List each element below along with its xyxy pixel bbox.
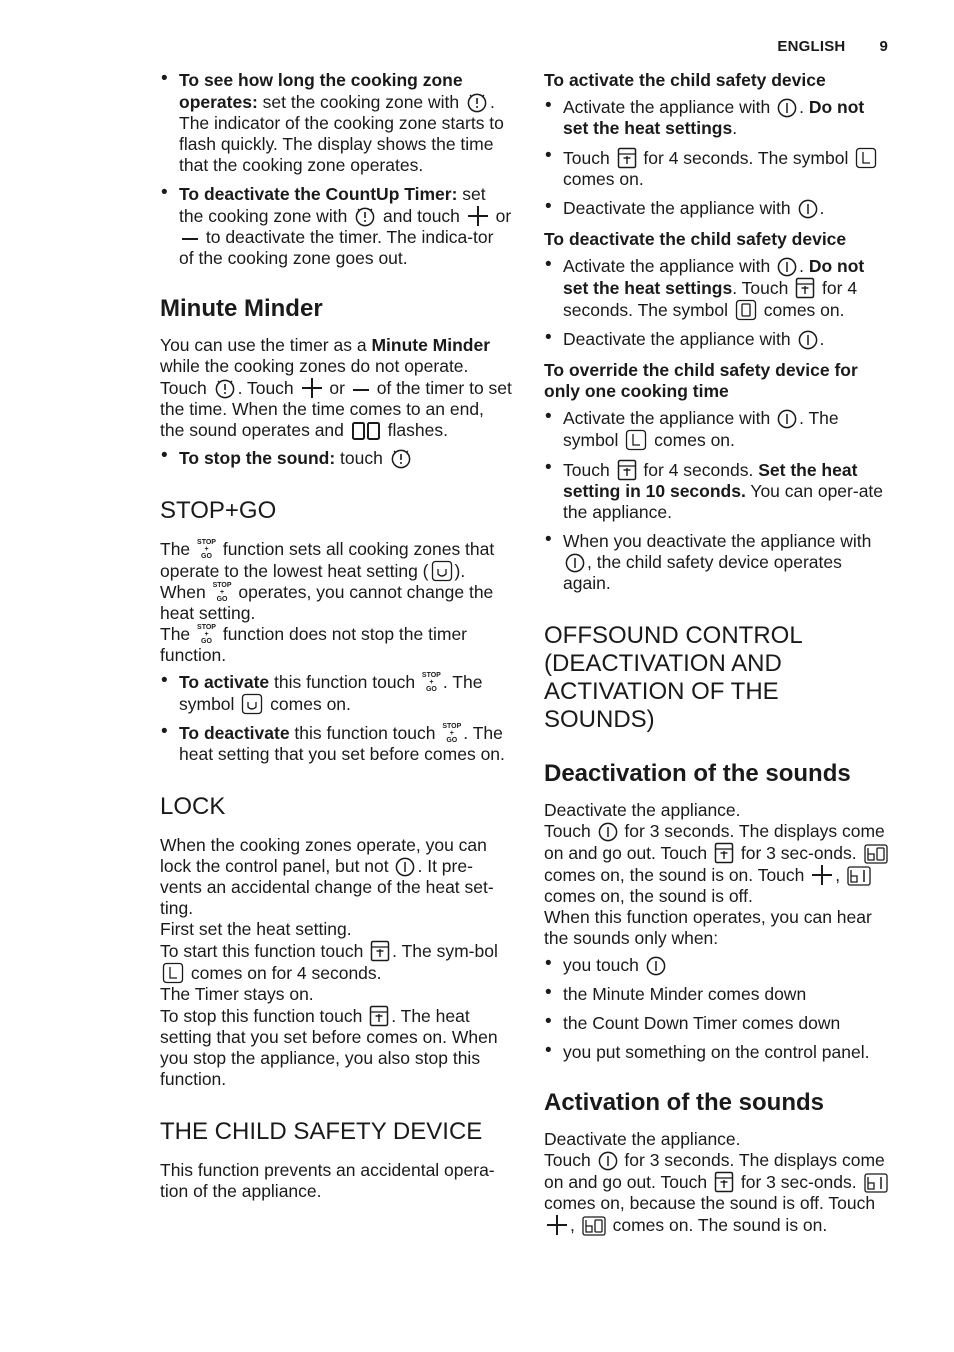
text: for 4 seconds. The symbol [638,148,854,168]
section-title-stop-go: STOP+GO [160,497,277,524]
text: for 4 seconds. [638,460,759,480]
text: Do not set the heat settings [563,256,865,298]
power-icon [777,409,797,429]
list-item [544,408,894,451]
text: Activate the appliance with [563,256,776,276]
b1-display-icon [864,1173,888,1193]
u-symbol-icon [431,560,453,582]
text: . The indicator of the cooking zone starts to flash quickly. The display shows the time that the cooking zone operates. [179,92,504,175]
power-icon [395,857,415,877]
text: Touch [544,1150,596,1170]
paragraph [160,1005,512,1090]
text: function sets all cooking zones that operate to the lowest heat setting ( [160,539,495,581]
stop-go-mid: + [429,679,434,686]
text: comes on, because the sound is off. Touch [544,1193,876,1213]
text: . [819,198,825,218]
text: Touch [563,148,615,168]
right-column [544,70,894,1236]
text: comes on for 4 seconds. [186,963,382,983]
stop-go-top: STOP [197,539,216,546]
stop-go-icon [213,582,232,603]
stop-go-bottom: GO [201,553,212,560]
text: Touch [563,460,615,480]
section-title-minute-minder: Minute Minder [160,295,323,322]
timer-icon [354,205,376,227]
paragraph [160,940,512,984]
text: you touch [563,955,644,975]
subheading-deactivate-child-safety: To deactivate the child safety device [544,229,847,249]
subheading-override-child-safety: To override the child safety device for only one cooking time [544,360,858,401]
u-symbol-icon [241,693,263,715]
language-label: ENGLISH [777,38,846,55]
power-icon [565,553,585,573]
text: or [324,378,350,398]
section-title-deactivation-sounds: Deactivation of the sounds [544,760,851,787]
text: Set the heat setting in 10 seconds. [563,460,858,501]
stop-go-bullets [160,672,512,765]
paragraph [160,539,512,582]
text: , [570,1215,580,1235]
list-item [160,447,512,469]
text: this function touch [289,723,441,743]
stop-go-mid: + [220,589,225,596]
text: To start this function touch [160,941,369,961]
text: Touch [544,821,596,841]
lock-icon [714,1171,734,1193]
lock-icon [795,277,815,299]
list-item [160,723,512,765]
text: Deactivate the appliance with [563,329,796,349]
L-symbol-icon [162,962,184,984]
text: . [799,256,809,276]
text: operates, you cannot change the heat setting. [160,582,494,623]
L-symbol-icon [625,429,647,451]
lock-icon [369,1005,389,1027]
text: for 4 seconds. The symbol [563,278,858,320]
countup-bullets [160,70,512,269]
stop-go-top: STOP [442,723,462,730]
stop-go-bottom: GO [216,596,228,603]
list-item [544,256,894,321]
section-title-activation-sounds: Activation of the sounds [544,1089,825,1116]
text: ). [454,561,466,581]
text: . [819,329,825,349]
lock-icon [370,940,390,962]
power-icon [598,822,618,842]
paragraph [160,624,512,666]
activate-bullets [544,97,894,219]
stop-go-mid: + [204,631,209,638]
text: comes on. [649,430,735,450]
text: Minute Minder [371,335,491,355]
paragraph: Deactivate the appliance. [544,800,741,820]
stop-go-top: STOP [212,582,232,589]
bullet-title: To stop the sound: [179,448,336,468]
timer-icon [214,377,236,399]
list-item [160,184,512,269]
plus-icon [467,205,489,227]
text: comes on, the sound is off. [544,886,753,906]
stop-go-mid: + [449,730,454,737]
timer-icon [466,91,488,113]
stop-go-icon [422,672,441,693]
text: . Touch [237,378,299,398]
stop-go-icon [197,624,216,645]
lock-icon [617,147,637,169]
stop-go-bottom: GO [446,737,458,744]
paragraph: This function prevents an accidental opera-tion of the appliance. [160,1160,495,1201]
text: comes on, the sound is on. Touch [544,865,810,885]
power-icon [646,956,666,976]
text: this function touch [269,672,420,692]
lock-icon [714,842,734,864]
b0-display-icon [582,1216,606,1236]
text: of the timer to set the time. When the time comes to an end, the sound operates and [160,378,512,440]
text: function does not stop the timer function. [160,624,468,665]
text: for 3 seconds. The displays come on and go out. Touch [544,821,885,863]
text: Activate the appliance with [563,408,776,428]
plus-icon [811,864,833,886]
timer-icon [390,447,412,469]
list-item [544,147,894,190]
paragraph: Deactivate the appliance. [544,1129,741,1149]
text: When [160,582,211,602]
paragraph: First set the heat setting. [160,919,352,939]
double-zero-display-icon [351,421,381,441]
text: . [732,118,738,138]
list-item [544,198,894,219]
bullet-title: To see how long the cooking zone operates: [179,70,463,112]
text: The [160,539,196,559]
list-item [544,531,894,594]
b0-display-icon [864,844,888,864]
text: flashes. [382,420,448,440]
b1-display-icon [847,866,871,886]
text: comes on. [758,300,845,320]
text: comes on. [265,694,351,714]
minus-icon [181,230,199,248]
paragraph: When this function operates, you can hear the sounds only when: [544,907,872,948]
text: . The sym-bol [392,941,498,961]
list-item [544,955,894,976]
L-symbol-icon [855,147,877,169]
paragraph [544,821,894,907]
paragraph: The Timer stays on. [160,984,314,1004]
text: . The symbol [563,408,839,450]
paragraph [544,1150,894,1236]
bullet-title: To deactivate [179,723,290,743]
text: or [490,206,512,226]
minus-icon [352,381,370,399]
left-column [160,70,512,1202]
text: , [835,865,845,885]
text: for 3 seconds. The displays come on and go out. Touch [544,1150,885,1192]
list-item [544,459,894,523]
list-item [160,672,512,715]
text: Do not set the heat settings [563,97,865,138]
text: , the child safety device operates again. [563,552,842,593]
list-item [544,97,894,139]
text: touch [335,448,388,468]
text: When the cooking zones operate, you can lock the control panel, but not [160,835,487,876]
list-item [544,329,894,350]
power-icon [777,98,797,118]
subheading-activate-child-safety: To activate the child safety device [544,70,826,90]
text: The [160,624,196,644]
text: . It pre-vents an accidental change of the heat set-ting. [160,856,494,918]
power-icon [777,257,797,277]
minute-minder-bullets [160,447,512,469]
stop-go-icon [197,539,216,560]
text: while the cooking zones do not operate. Touch [160,356,469,398]
bullet-title: To deactivate the CountUp Timer: [179,184,458,204]
text: . Touch [732,278,794,298]
list-item: • you put something on the control panel. [544,1042,894,1063]
zero-symbol-icon [735,299,757,321]
power-icon [598,1151,618,1171]
power-icon [798,199,818,219]
text: . [799,97,809,117]
text: Activate the appliance with [563,97,776,117]
text: When you deactivate the appliance with [563,531,872,551]
stop-go-top: STOP [421,672,441,679]
text: set the cooking zone with [179,184,486,226]
list-item: • the Count Down Timer comes down [544,1013,894,1034]
stop-go-top: STOP [197,624,216,631]
section-title-offsound-control: OFFSOUND CONTROL (DEACTIVATION AND ACTIVATION OF THE SOUNDS) [544,622,802,733]
stop-go-bottom: GO [201,638,212,645]
plus-icon [301,377,323,399]
lock-icon [617,459,637,481]
text: to deactivate the timer. The indica-tor of the cooking zone goes out. [179,227,494,268]
power-icon [798,330,818,350]
text: for 3 sec-onds. [736,1172,862,1192]
override-bullets [544,408,894,594]
text: . The heat setting that you set before comes on. [179,723,505,764]
list-item [160,70,512,176]
text: You can oper-ate the appliance. [563,481,884,522]
paragraph [160,582,512,624]
stop-go-icon [442,723,461,744]
page-header [777,38,888,55]
paragraph [160,835,512,919]
page-number: 9 [879,38,888,55]
text: To stop this function touch [160,1006,368,1026]
text: . The symbol [179,672,483,714]
bullet-title: To activate [179,672,270,692]
section-title-lock: LOCK [160,793,226,820]
stop-go-mid: + [204,546,209,553]
text: comes on. [563,169,644,189]
text: comes on. The sound is on. [607,1215,828,1235]
plus-icon [546,1214,568,1236]
text: You can use the timer as a [160,335,372,355]
paragraph [160,335,512,441]
stop-go-bottom: GO [425,686,437,693]
list-item: • the Minute Minder comes down [544,984,894,1005]
deactivate-bullets [544,256,894,350]
text: and touch [378,206,465,226]
sound-conditions-bullets [544,955,894,1063]
text: for 3 sec-onds. [736,843,862,863]
text: Deactivate the appliance with [563,198,796,218]
text: . The heat setting that you set before comes on. When you stop the appliance, you also stop this function. [160,1006,498,1089]
text: set the cooking zone with [257,92,465,112]
section-title-child-safety: THE CHILD SAFETY DEVICE [160,1118,483,1145]
